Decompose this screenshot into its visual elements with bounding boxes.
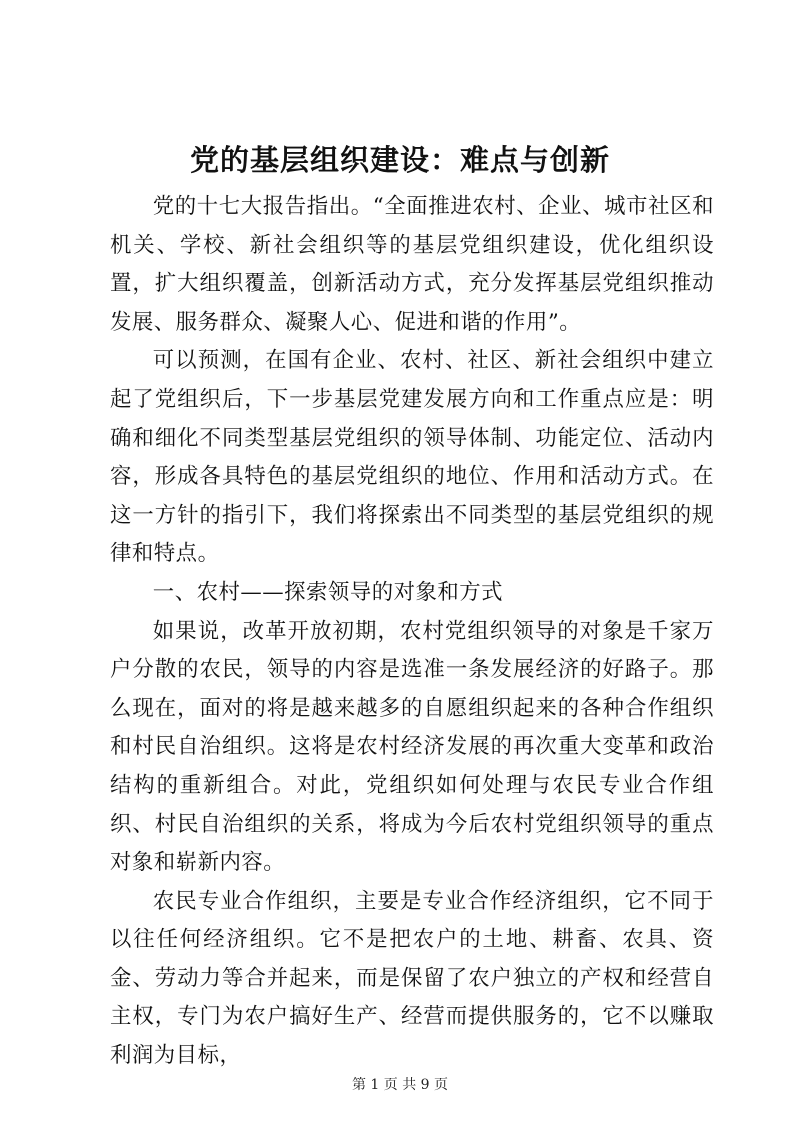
paragraph-prediction: 可以预测，在国有企业、农村、社区、新社会组织中建立起了党组织后，下一步基层党建发展方向和工作重点应是：明确和细化不同类型基层党组织的领导体制、功能定位、活动内容，形成各具特色的基层党组织的地位、作用和活动方式。在这一方针的指引下，我们将探索出不同类型的基层党组织的规律和特点。 bbox=[110, 348, 714, 567]
document-title: 党的基层组织建设：难点与创新 bbox=[189, 143, 610, 177]
page-number-footer: 第 1 页 共 9 页 bbox=[351, 1077, 449, 1093]
paragraph-cooperatives: 农民专业合作组织，主要是专业合作经济组织，它不同于以往任何经济组织。它不是把农户的土地、耕畜、农具、资金、劳动力等合并起来，而是保留了农户独立的产权和经营自主权，专门为农户搞好生产、经营而提供服务的，它不以赚取利润为目标， bbox=[110, 888, 714, 1069]
section-heading-rural: 一、农村——探索领导的对象和方式 bbox=[152, 579, 504, 605]
paragraph-intro: 党的十七大报告指出。“全面推进农村、企业、城市社区和机关、学校、新社会组织等的基层党组织建设，优化组织设置，扩大组织覆盖，创新活动方式，充分发挥基层党组织推动发展、服务群众、凝聚人心、促进和谐的作用”。 bbox=[110, 194, 714, 335]
document-body bbox=[110, 188, 714, 1076]
paragraph-rural-reform: 如果说，改革开放初期，农村党组织领导的对象是千家万户分散的农民，领导的内容是选准一条发展经济的好路子。那么现在，面对的将是越来越多的自愿组织起来的各种合作组织和村民自治组织。这将是农村经济发展的再次重大变革和政治结构的重新组合。对此，党组织如何处理与农民专业合作组织、村民自治组织的关系，将成为今后农村党组织领导的重点对象和崭新内容。 bbox=[110, 618, 714, 876]
